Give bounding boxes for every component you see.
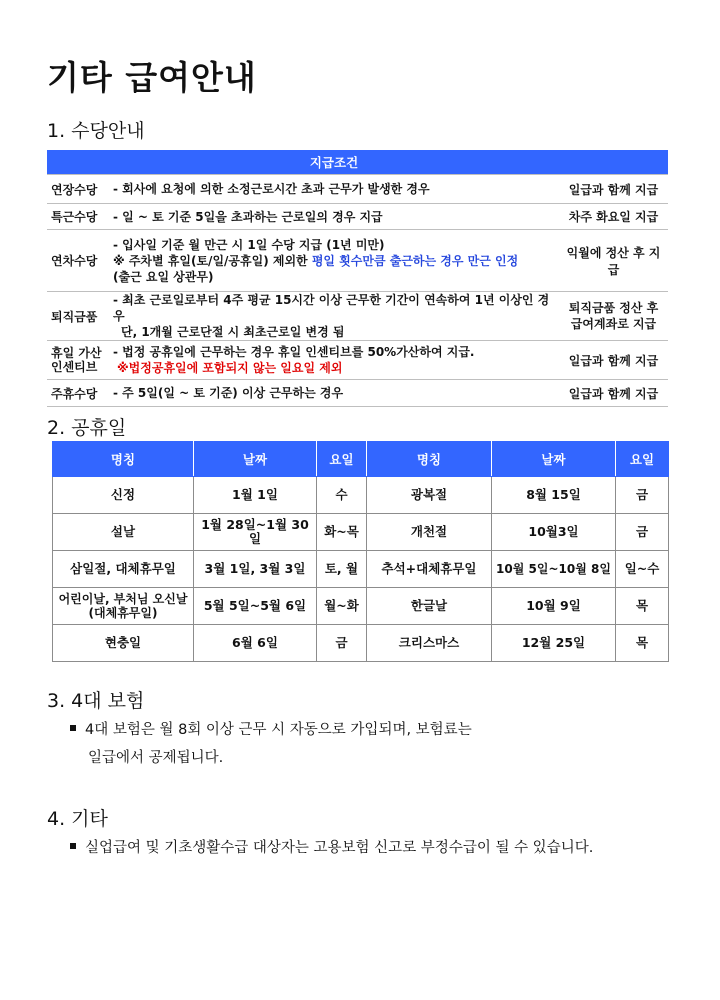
holiday-weekday: 금 bbox=[317, 625, 367, 662]
header-cell: 날짜 bbox=[194, 442, 317, 477]
holiday-name: 크리스마스 bbox=[367, 625, 492, 662]
section-heading-insurance: 3. 4대 보험 bbox=[47, 690, 145, 712]
holiday-weekday: 토, 월 bbox=[317, 551, 367, 588]
holiday-date: 10월3일 bbox=[492, 514, 616, 551]
page-title: 기타 급여안내 bbox=[47, 58, 257, 97]
condition-line: 단, 1개월 근로단절 시 최초근로일 변경 됨 bbox=[121, 325, 345, 339]
holiday-weekday: 목 bbox=[616, 625, 669, 662]
holiday-date: 10월 9일 bbox=[492, 588, 616, 625]
holiday-date: 1월 1일 bbox=[194, 477, 317, 514]
header-cell: 날짜 bbox=[492, 442, 616, 477]
insurance-note bbox=[70, 716, 472, 772]
holiday-date: 1월 28일~1월 30일 bbox=[194, 514, 317, 551]
condition-line: - 입사일 기준 월 만근 시 1일 수당 지급 (1년 미만) bbox=[113, 237, 385, 252]
holiday-name: 추석+대체휴무일 bbox=[367, 551, 492, 588]
allowance-condition bbox=[109, 292, 559, 341]
header-cell-empty bbox=[47, 150, 109, 175]
holiday-weekday: 목 bbox=[616, 588, 669, 625]
allowance-condition: - 회사에 요청에 의한 소정근로시간 초과 근무가 발생한 경우 bbox=[113, 182, 430, 196]
allowance-payment: 일급과 함께 지급 bbox=[568, 182, 659, 197]
allowance-payment: 익월에 정산 후 지급 bbox=[566, 245, 661, 277]
holiday-name: 한글날 bbox=[367, 588, 492, 625]
allowance-name: 연차수당 bbox=[51, 254, 98, 268]
holiday-name: 광복절 bbox=[367, 477, 492, 514]
condition-line: - 법정 공휴일에 근무하는 경우 휴일 인센티브를 50%가산하여 지급. bbox=[113, 345, 475, 359]
bullet-icon bbox=[70, 725, 76, 731]
table-row bbox=[47, 341, 668, 380]
bullet-line: 실업급여 및 기초생활수급 대상자는 고용보험 신고로 부정수급이 될 수 있습니다. bbox=[70, 834, 593, 862]
allowance-table bbox=[47, 150, 668, 407]
holiday-header-row bbox=[53, 442, 669, 477]
holiday-date: 10월 5일~10월 8일 bbox=[492, 551, 616, 588]
table-row bbox=[47, 175, 668, 204]
holiday-name: 개천절 bbox=[367, 514, 492, 551]
header-cell: 명칭 bbox=[367, 442, 492, 477]
allowance-name: 연장수당 bbox=[51, 182, 98, 197]
condition-line: ※ 주차별 휴일(토/일/공휴일) 제외한 평일 횟수만큼 출근하는 경우 만근 인정 bbox=[113, 253, 519, 268]
header-cell-empty bbox=[559, 150, 668, 175]
table-row bbox=[53, 551, 669, 588]
section-heading-etc: 4. 기타 bbox=[47, 808, 108, 830]
allowance-name: 휴일 가산 인센티브 bbox=[51, 346, 102, 374]
holiday-date: 6월 6일 bbox=[194, 625, 317, 662]
table-row bbox=[47, 380, 668, 407]
holiday-weekday: 수 bbox=[317, 477, 367, 514]
allowance-condition bbox=[109, 341, 559, 380]
allowance-condition: - 주 5일(일 ~ 토 기준) 이상 근무하는 경우 bbox=[113, 386, 344, 400]
table-row bbox=[47, 292, 668, 341]
highlight-text: 평일 횟수만큼 출근하는 경우 만근 인정 bbox=[311, 253, 519, 268]
holiday-date: 5월 5일~5월 6일 bbox=[194, 588, 317, 625]
holiday-weekday: 금 bbox=[616, 514, 669, 551]
holiday-weekday: 일~수 bbox=[616, 551, 669, 588]
holiday-name: 설날 bbox=[53, 514, 194, 551]
bullet-line: 4대 보험은 월 8회 이상 근무 시 자동으로 가입되며, 보험료는 bbox=[70, 716, 472, 744]
allowance-name: 퇴직금품 bbox=[51, 309, 98, 324]
holiday-table bbox=[52, 441, 669, 662]
allowance-name: 주휴수당 bbox=[51, 386, 98, 401]
holiday-weekday: 금 bbox=[616, 477, 669, 514]
etc-note bbox=[70, 834, 593, 862]
allowance-payment: 차주 화요일 지급 bbox=[568, 210, 659, 224]
condition-line: (출근 요일 상관무) bbox=[113, 269, 214, 284]
table-row bbox=[53, 477, 669, 514]
table-row bbox=[47, 230, 668, 292]
holiday-date: 12월 25일 bbox=[492, 625, 616, 662]
table-row bbox=[53, 625, 669, 662]
section-heading-holidays: 2. 공휴일 bbox=[47, 417, 127, 439]
holiday-name: 어린이날, 부처님 오신날 (대체휴무일) bbox=[53, 588, 194, 625]
allowance-name: 특근수당 bbox=[51, 210, 98, 224]
holiday-weekday: 화~목 bbox=[317, 514, 367, 551]
holiday-name: 신정 bbox=[53, 477, 194, 514]
section-heading-allowance: 1. 수당안내 bbox=[47, 120, 145, 142]
warning-text: ※법정공휴일에 포함되지 않는 일요일 제외 bbox=[117, 361, 343, 375]
holiday-name: 삼일절, 대체휴무일 bbox=[53, 551, 194, 588]
table-row bbox=[53, 514, 669, 551]
holiday-date: 8월 15일 bbox=[492, 477, 616, 514]
allowance-payment: 일급과 함께 지급 bbox=[568, 386, 659, 401]
holiday-name: 현충일 bbox=[53, 625, 194, 662]
condition-line: - 최초 근로일로부터 4주 평균 15시간 이상 근무한 기간이 연속하여 1년 이상인 경우 bbox=[113, 293, 550, 323]
bullet-line: 일급에서 공제됩니다. bbox=[88, 750, 224, 766]
allowance-payment: 일급과 함께 지급 bbox=[568, 353, 659, 368]
header-cell: 명칭 bbox=[53, 442, 194, 477]
allowance-header-row bbox=[47, 150, 668, 175]
table-row bbox=[47, 204, 668, 230]
table-row bbox=[53, 588, 669, 625]
header-cell-condition: 지급조건 bbox=[109, 150, 559, 175]
bullet-icon bbox=[70, 843, 76, 849]
header-cell: 요일 bbox=[317, 442, 367, 477]
allowance-payment: 퇴직금품 정산 후 급여계좌로 지급 bbox=[568, 301, 659, 331]
holiday-date: 3월 1일, 3월 3일 bbox=[194, 551, 317, 588]
allowance-condition: - 일 ~ 토 기준 5일을 초과하는 근로일의 경우 지급 bbox=[113, 209, 383, 224]
header-cell: 요일 bbox=[616, 442, 669, 477]
allowance-condition bbox=[109, 230, 559, 292]
holiday-weekday: 월~화 bbox=[317, 588, 367, 625]
